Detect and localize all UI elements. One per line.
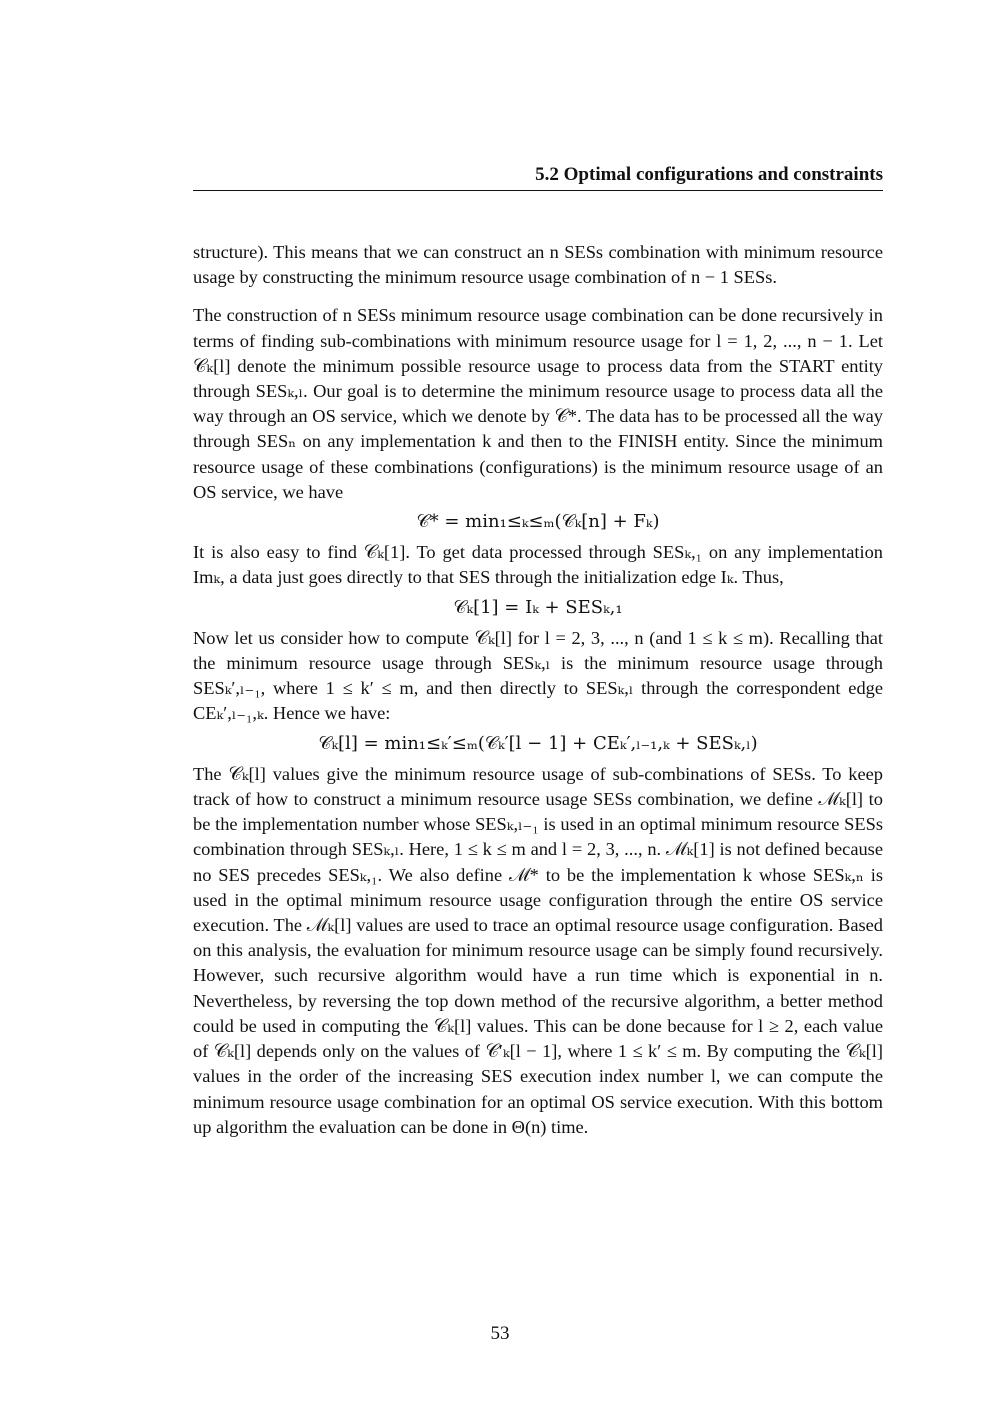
equation-c-k-l: 𝒞ₖ[l] = min₁≤ₖ′≤ₘ(𝒞ₖ′[l − 1] + CEₖ′,ₗ₋₁,ₖ + SESₖ,ₗ) [318,732,758,754]
body-text [193,240,883,1140]
page-number: 53 [490,1323,510,1344]
paragraph-4: Now let us consider how to compute 𝒞ₖ[l] for l = 2, 3, ..., n (and 1 ≤ k ≤ m). Recalling that the minimum resource usage through SESₖ,ₗ is the minimum resource usage through SESₖ′,ₗ₋₁, where 1 ≤ k′ ≤ m, and then directly to SESₖ,ₗ through the correspondent edge CEₖ′,ₗ₋₁,ₖ. Hence we have: [193,627,883,724]
paragraph-3: It is also easy to find 𝒞ₖ[1]. To get data processed through SESₖ,₁ on any implementation Imₖ, a data just goes directly to that SES through the initialization edge Iₖ. Thus, [193,542,883,588]
paragraph-5: The 𝒞ₖ[l] values give the minimum resource usage of sub-combinations of SESs. To keep track of how to construct a minimum resource usage SESs combination, we define ℳₖ[l] to be the implementation number whose SESₖ,ₗ₋₁ is used in an optimal minimum resource SESs combination through SESₖ,ₗ. Here, 1 ≤ k ≤ m and l = 2, 3, ..., n. ℳₖ[1] is not defined because no SES precedes SESₖ,₁. We also define ℳ* to be the implementation k whose SESₖ,ₙ is used in the optimal minimum resource usage configuration through the entire OS service execution. The ℳₖ[l] values are used to trace an optimal resource usage configuration. Based on this analysis, the evaluation for minimum resource usage can be simply found recursively. However, such recursive algorithm would have a run time which is exponential in n. Nevertheless, by reversing the top down method of the recursive algorithm, a better method could be used in computing the 𝒞ₖ[l] values. This can be done because for l ≥ 2, each value of 𝒞ₖ[l] depends only on the values of 𝒞′ₖ[l − 1], where 1 ≤ k′ ≤ m. By computing the 𝒞ₖ[l] values in the order of the increasing SES execution index number l, we can compute the minimum resource usage combination for an optimal OS service execution. With this bottom up algorithm the evaluation can be done in Θ(n) time. [193,763,883,1137]
equation-c-star: 𝒞* = min₁≤ₖ≤ₘ(𝒞ₖ[n] + Fₖ) [416,511,660,533]
paragraph-1: structure). This means that we can construct an n SESs combination with minimum resource usage by constructing the minimum resource usage combination of n − 1 SESs. [193,242,883,288]
header-rule [193,190,883,191]
running-header-title: 5.2 Optimal configurations and constraints [535,164,883,185]
equation-c-k-1: 𝒞ₖ[1] = Iₖ + SESₖ,₁ [453,596,623,618]
paragraph-2: The construction of n SESs minimum resource usage combination can be done recursively in terms of finding sub-combinations with minimum resource usage for l = 1, 2, ..., n − 1. Let 𝒞ₖ[l] denote the minimum possible resource usage to process data from the START entity through SESₖ,ₗ. Our goal is to determine the minimum resource usage to process data all the way through an OS service, which we denote by 𝒞*. The data has to be processed all the way through SESₙ on any implementation k and then to the FINISH entity. Since the minimum resource usage of these combinations (configurations) is the minimum resource usage of an OS service, we have [193,305,883,502]
